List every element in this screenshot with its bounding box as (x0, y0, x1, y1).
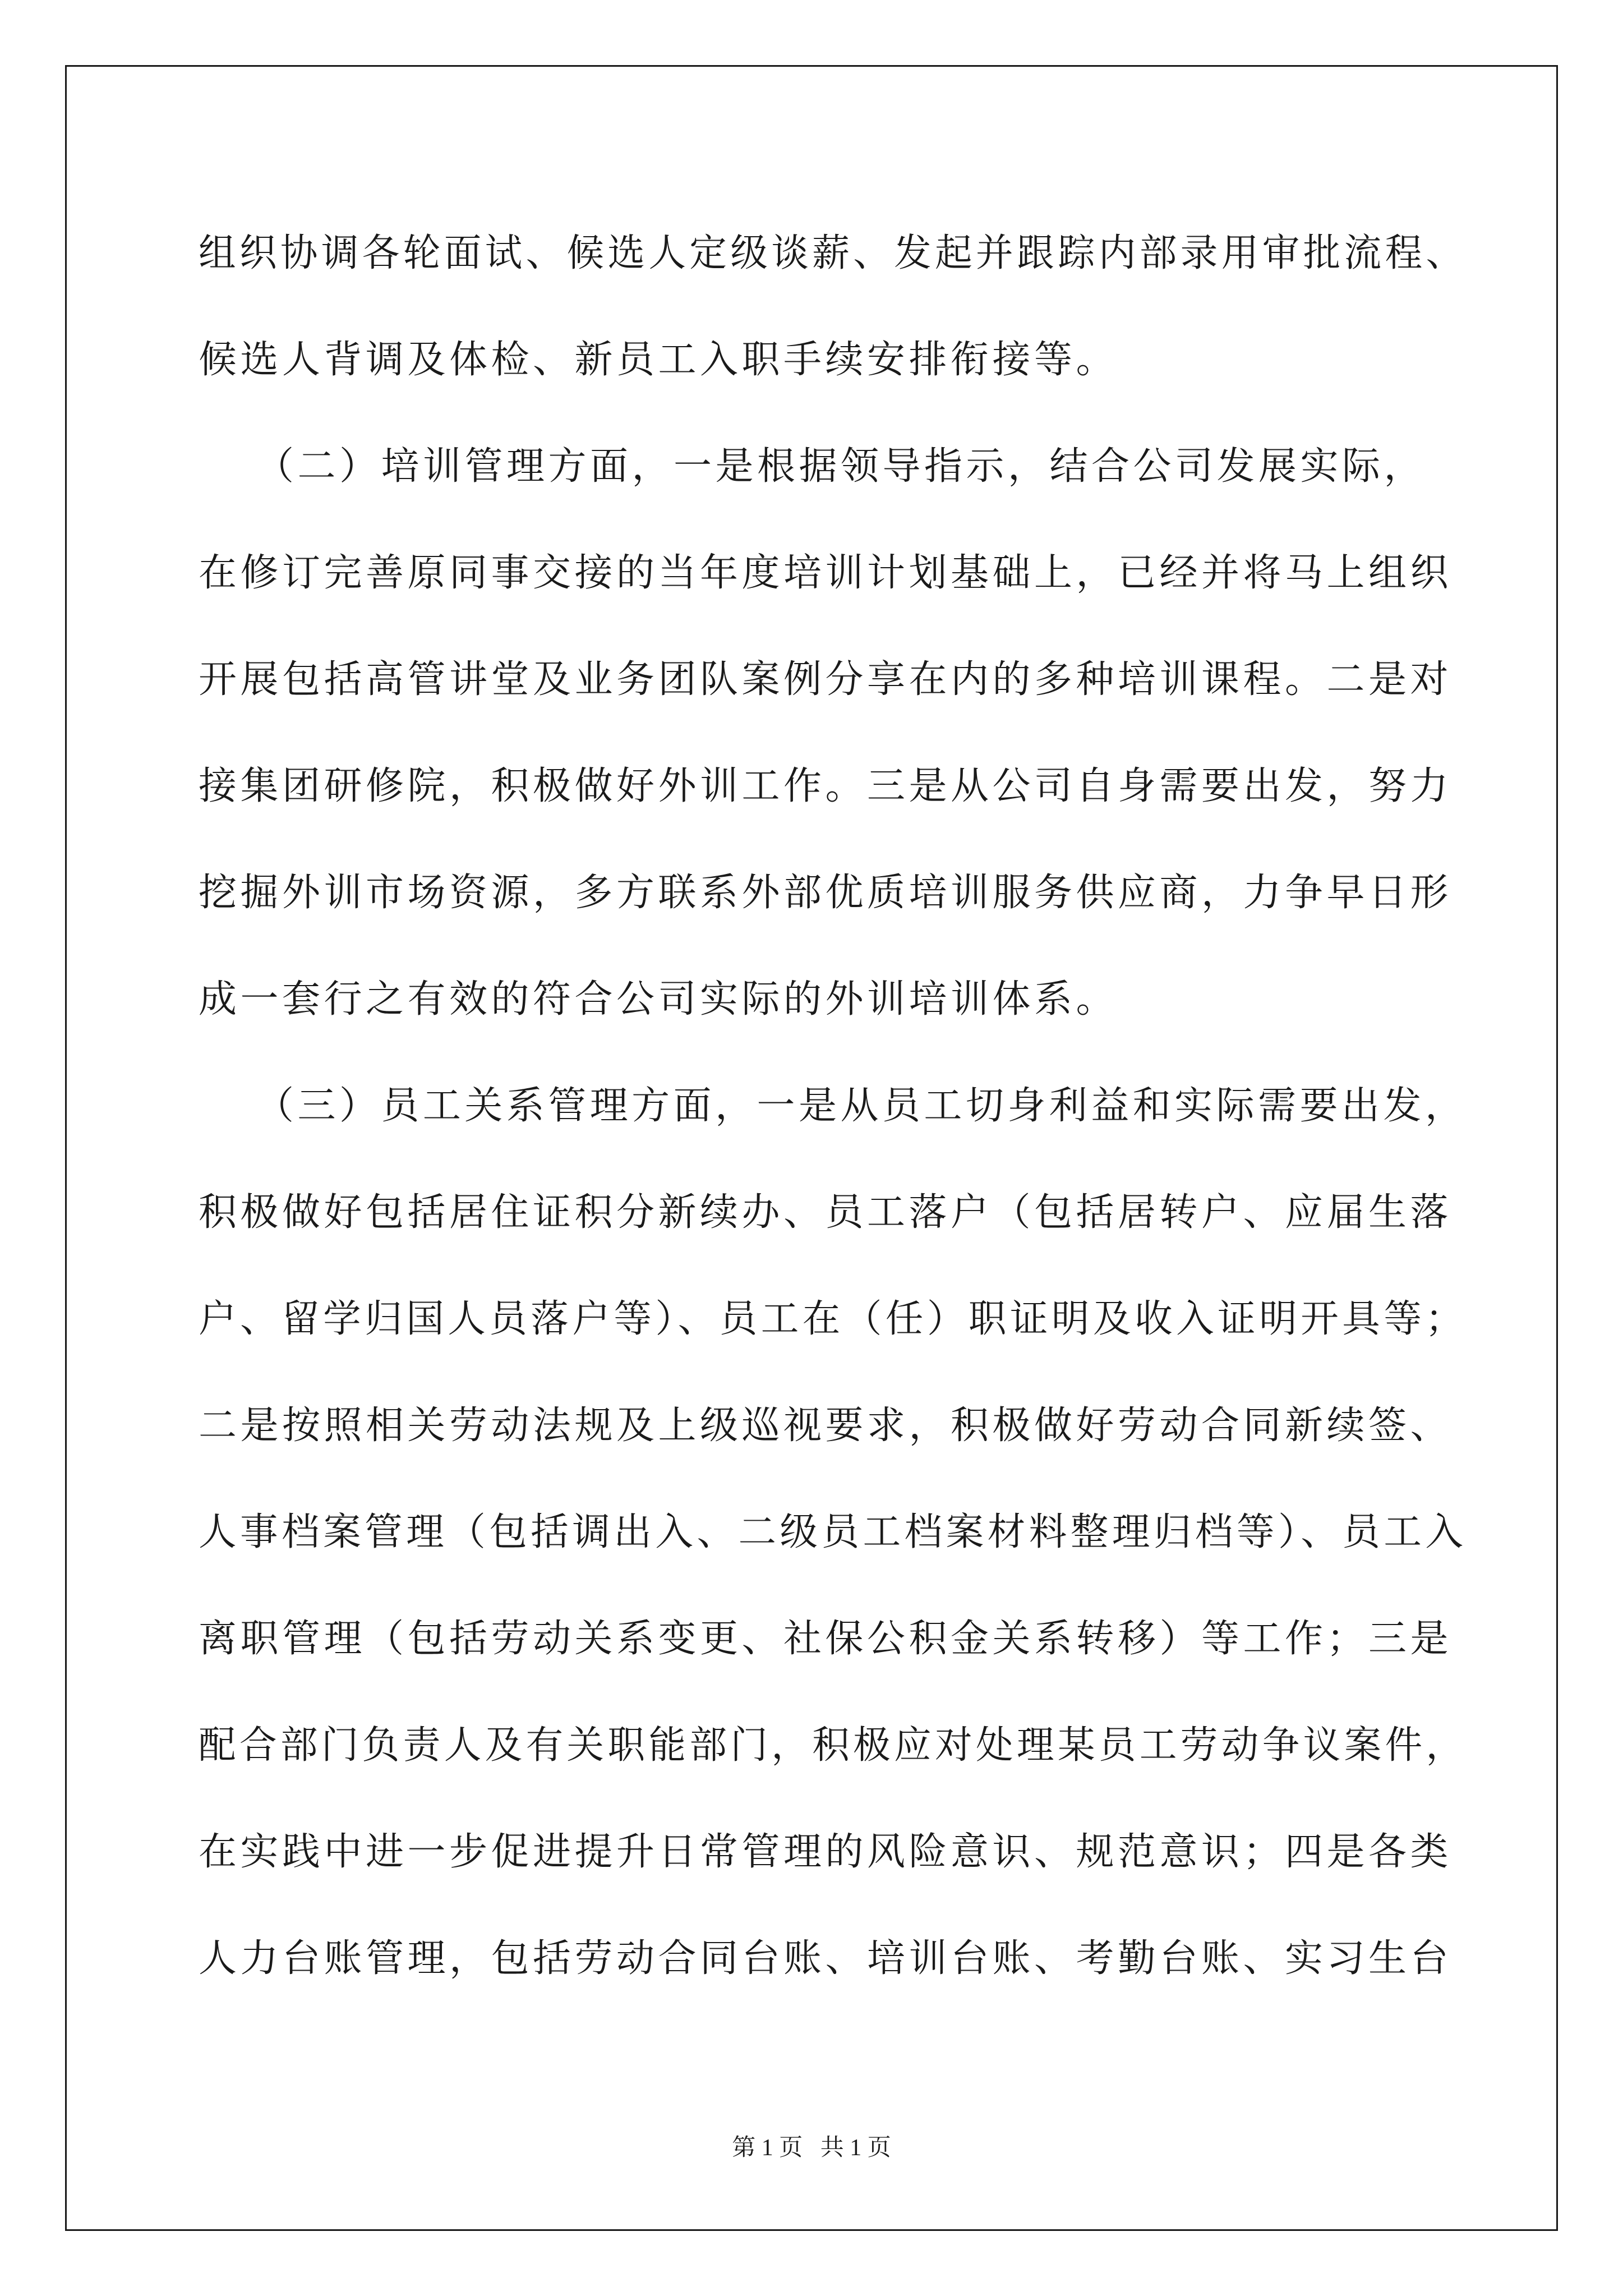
text-line: 开展包括高管讲堂及业务团队案例分享在内的多种培训课程。二是对 (199, 657, 1453, 702)
text-line: 人事档案管理（包括调出入、二级员工档案材料整理归档等）、员工入 (199, 1510, 1467, 1554)
text-line: 户、留学归国人员落户等）、员工在（任）职证明及收入证明开具等； (199, 1297, 1467, 1341)
text-line: 在修订完善原同事交接的当年度培训计划基础上，已经并将马上组织 (199, 551, 1453, 595)
text-line: 在实践中进一步促进提升日常管理的风险意识、规范意识；四是各类 (199, 1830, 1453, 1874)
text-line: 接集团研修院，积极做好外训工作。三是从公司自身需要出发，努力 (199, 764, 1453, 808)
page-number-footer: 第 1 页 共 1 页 (732, 2135, 891, 2161)
text-line: 候选人背调及体检、新员工入职手续安排衔接等。 (199, 338, 1118, 382)
text-line: 积极做好包括居住证积分新续办、员工落户（包括居转户、应届生落 (199, 1190, 1453, 1235)
text-line: 组织协调各轮面试、候选人定级谈薪、发起并跟踪内部录用审批流程、 (199, 231, 1467, 275)
paragraph-start-line: （二）培训管理方面，一是根据领导指示，结合公司发展实际， (256, 444, 1426, 489)
text-line: 挖掘外训市场资源，多方联系外部优质培训服务供应商，力争早日形 (199, 871, 1453, 915)
text-line: 成一套行之有效的符合公司实际的外训培训体系。 (199, 977, 1118, 1022)
text-line: 离职管理（包括劳动关系变更、社保公积金关系转移）等工作；三是 (199, 1617, 1453, 1661)
text-line: 配合部门负责人及有关职能部门，积极应对处理某员工劳动争议案件， (199, 1723, 1467, 1768)
text-line: 人力台账管理，包括劳动合同台账、培训台账、考勤台账、实习生台 (199, 1936, 1453, 1981)
text-line: 二是按照相关劳动法规及上级巡视要求，积极做好劳动合同新续签、 (199, 1404, 1453, 1448)
paragraph-start-line: （三）员工关系管理方面，一是从员工切身利益和实际需要出发， (256, 1084, 1467, 1128)
